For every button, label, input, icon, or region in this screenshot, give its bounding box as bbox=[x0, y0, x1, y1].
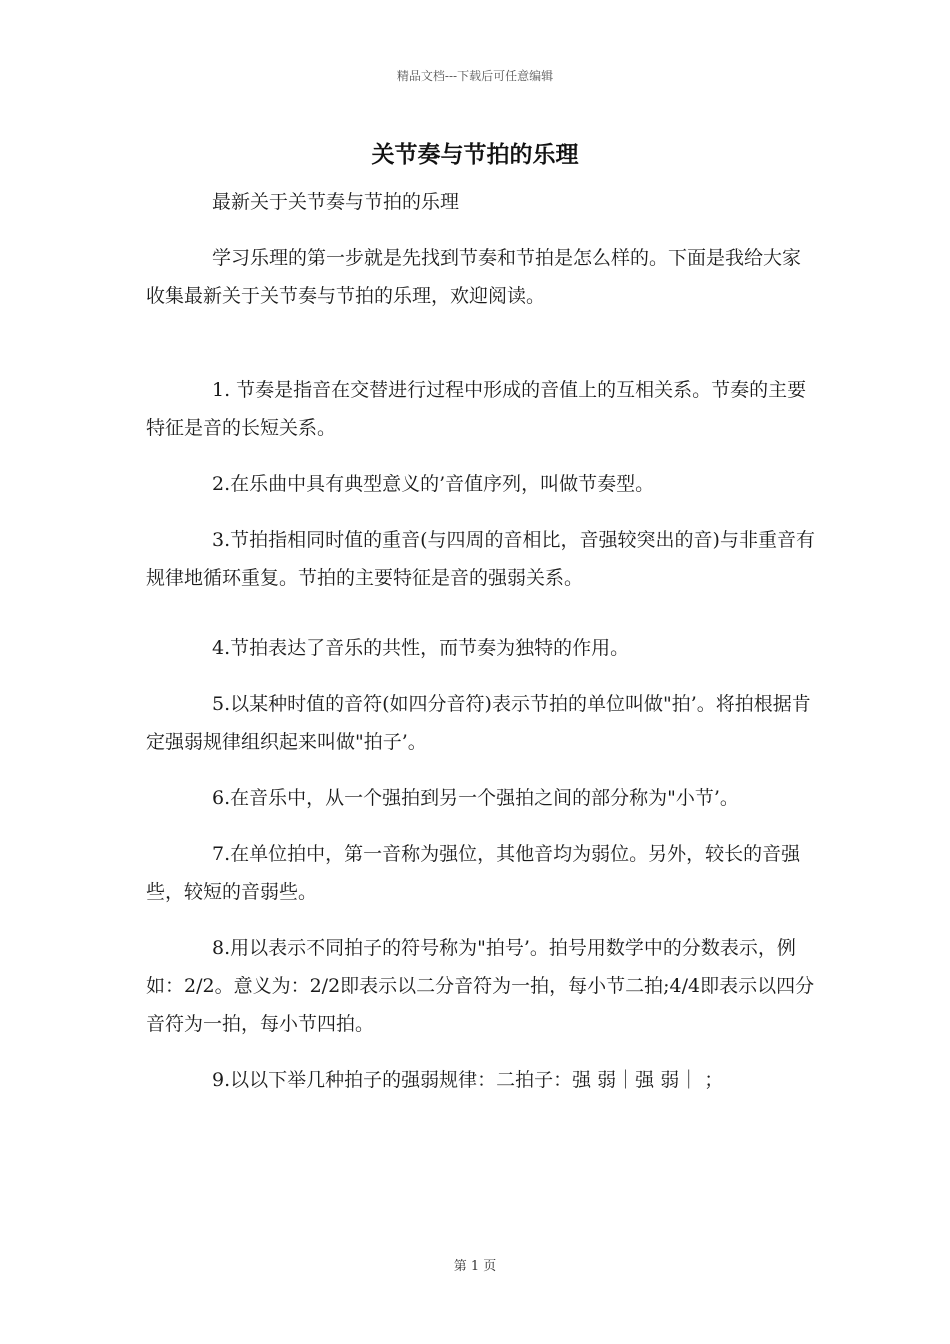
paragraph-item-4: 4.节拍表达了音乐的共性，而节奏为独特的作用。 bbox=[212, 637, 630, 659]
paragraph-item-9: 9.以以下举几种拍子的强弱规律：二拍子：强 弱｜强 弱｜ ； bbox=[212, 1069, 724, 1091]
paragraph-item-8: 8.用以表示不同拍子的符号称为"拍号’。拍号用数学中的分数表示，例如：2/2。意义为：2/2即表示以二分音符为一拍，每小节二拍;4/4即表示以四分音符为一拍，每小节四拍。 bbox=[146, 937, 815, 1035]
paragraph-intro: 学习乐理的第一步就是先找到节奏和节拍是怎么样的。下面是我给大家收集最新关于关节奏与节拍的乐理，欢迎阅读。 bbox=[146, 247, 802, 307]
paragraph-item-3: 3.节拍指相同时值的重音(与四周的音相比，音强较突出的音)与非重音有规律地循环重复。节拍的主要特征是音的强弱关系。 bbox=[146, 529, 815, 589]
paragraph-subtitle: 最新关于关节奏与节拍的乐理 bbox=[212, 191, 460, 213]
page-footer: 第 1 页 bbox=[453, 1259, 497, 1274]
document-body bbox=[146, 183, 816, 1099]
paragraph-item-5: 5.以某种时值的音符(如四分音符)表示节拍的单位叫做"拍’。将拍根据肯定强弱规律组织起来叫做"拍子’。 bbox=[146, 693, 811, 753]
paragraph-item-1: 1. 节奏是指音在交替进行过程中形成的音值上的互相关系。节奏的主要特征是音的长短关系。 bbox=[146, 379, 807, 439]
page-header: 精品文档---下载后可任意编辑 bbox=[396, 69, 554, 83]
paragraph-item-2: 2.在乐曲中具有典型意义的’音值序列，叫做节奏型。 bbox=[212, 473, 655, 495]
paragraph-item-6: 6.在音乐中，从一个强拍到另一个强拍之间的部分称为"小节’。 bbox=[212, 787, 739, 809]
paragraph-item-7: 7.在单位拍中，第一音称为强位，其他音均为弱位。另外，较长的音强些，较短的音弱些。 bbox=[146, 843, 801, 903]
document-title: 关节奏与节拍的乐理 bbox=[371, 141, 579, 168]
